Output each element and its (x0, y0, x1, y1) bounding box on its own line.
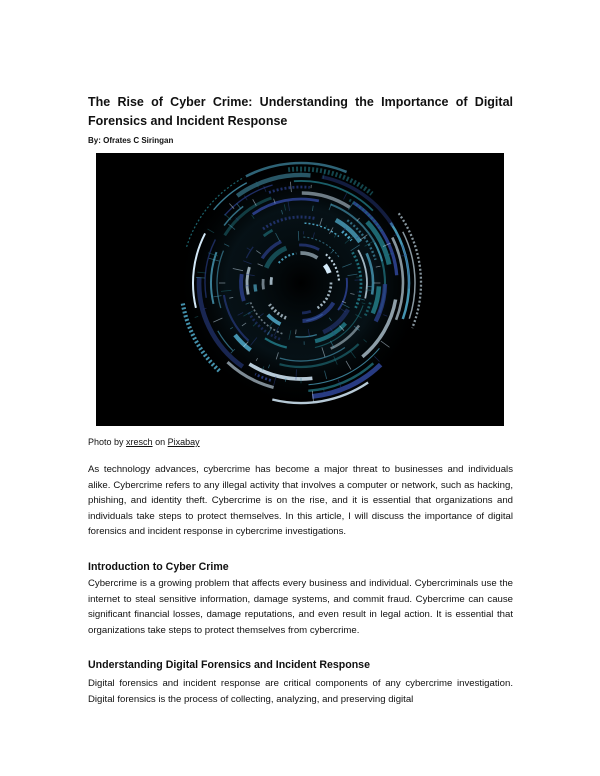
cyber-ring-image (96, 153, 504, 426)
photo-credit (88, 437, 200, 447)
section-heading-intro: Introduction to Cyber Crime (88, 561, 229, 573)
credit-author-link[interactable]: xresch (126, 437, 153, 447)
section-forensics-paragraph: Digital forensics and incident response are critical components of any cybercrime investigation. Digital forensics is the process of collecting, analyzing, and preserving digital (88, 678, 513, 705)
credit-source-link[interactable]: Pixabay (167, 437, 200, 447)
ring-arc (271, 277, 272, 285)
credit-prefix: Photo by (88, 437, 124, 447)
article-title: The Rise of Cyber Crime: Understanding the Importance of Digital Forensics and Incident Response (88, 95, 513, 128)
ring-arc (302, 311, 311, 313)
ring-arc (263, 279, 264, 289)
cyber-ring-graphic (96, 153, 504, 426)
ring-tick (296, 330, 297, 335)
section-heading-forensics: Understanding Digital Forensics and Incident Response (88, 659, 370, 671)
ring-tick (196, 278, 205, 279)
credit-middle: on (155, 437, 166, 447)
intro-paragraph: As technology advances, cybercrime has become a major threat to businesses and individuals alike. Cybercrime refers to any illegal activity that involves a computer or network, such as hacking, phishing, and identity theft. Cybercrime is on the rise, and it is essential that organizations and individuals take steps to protect themselves. In this article, I will discuss the importance of digital forensics and incident response in cybercrime investigations. (88, 464, 513, 538)
article-byline: By: Ofrates C Siringan (88, 136, 174, 145)
ring-tick (298, 231, 299, 241)
section-intro-paragraph: Cybercrime is a growing problem that affects every business and individual. Cybercriminals use the internet to steal sensitive information, damage systems, and commit fraud. Cybercrime can cause significant financial losses, damage reputations, and even result in legal action. It is essential that organizations take steps to protect themselves from cybercrime. (88, 578, 513, 636)
ring-arc (255, 284, 256, 291)
ring-tick (366, 290, 371, 291)
